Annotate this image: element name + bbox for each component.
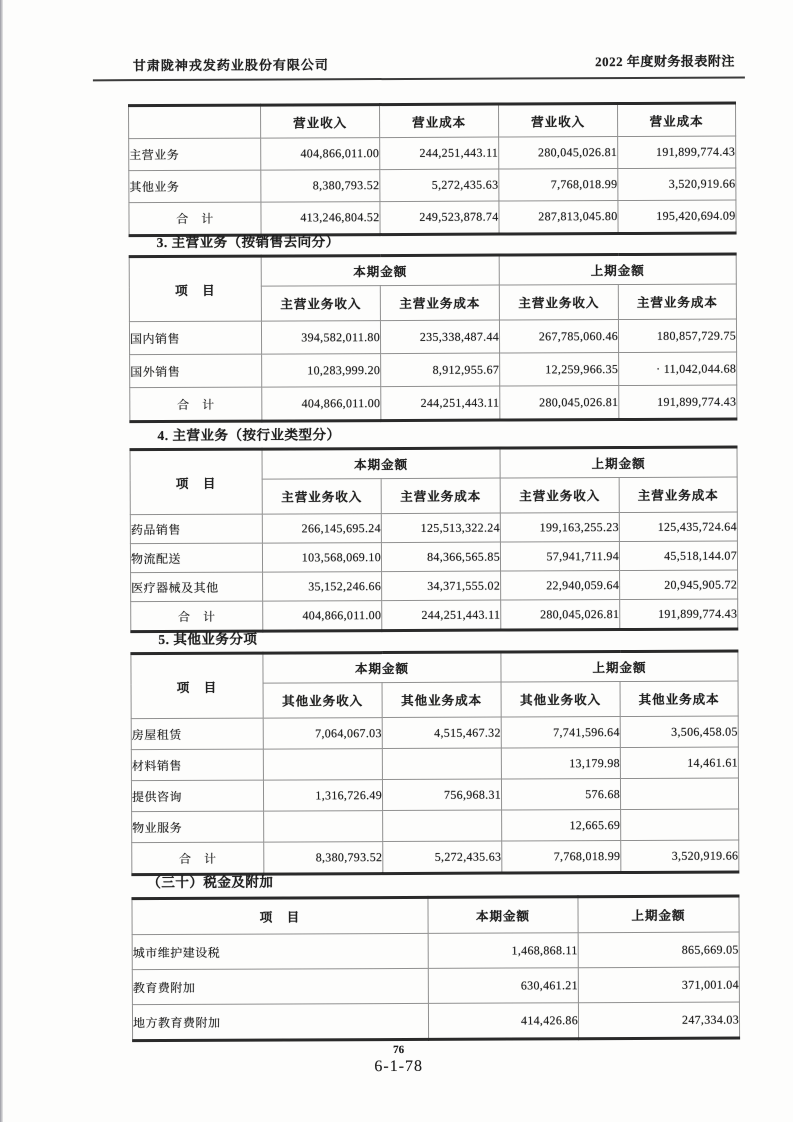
cell-value: · 11,042,044.68	[619, 352, 737, 386]
cell-value: 199,163,255.23	[500, 513, 619, 543]
cell-value: 5,272,435.63	[380, 169, 499, 202]
cell-value: 20,945,905.72	[620, 570, 738, 600]
column-header: 营业成本	[380, 104, 499, 138]
cell-value: 404,866,011.00	[263, 601, 382, 632]
table-main-by-destination	[129, 253, 738, 424]
cell-value: 22,940,059.64	[501, 571, 620, 601]
cell-value: 371,001.04	[578, 967, 739, 1003]
cell-value: 10,283,999.20	[262, 354, 381, 388]
table-row	[130, 352, 737, 388]
row-label: 地方教育费附加	[132, 1003, 428, 1040]
item-header: 项 目	[130, 449, 262, 515]
cell-value: 191,899,774.43	[620, 599, 738, 630]
table-group-header-row	[131, 651, 738, 684]
cell-value: 404,866,011.00	[261, 138, 380, 171]
table-total-row	[132, 840, 739, 875]
row-label: 合 计	[132, 842, 264, 875]
table-group-header-row	[129, 254, 736, 287]
cell-value: 191,899,774.43	[618, 136, 736, 169]
table-row	[132, 1002, 739, 1041]
column-header: 主营业务收入	[262, 479, 381, 515]
page-number: 76	[393, 1043, 405, 1057]
cell-value: 249,523,878.74	[380, 201, 499, 235]
column-header: 营业收入	[261, 105, 380, 139]
column-header: 其他业务收入	[263, 683, 382, 719]
row-label: 教育费附加	[132, 968, 428, 1004]
table-group-header-row	[130, 447, 737, 480]
column-header: 主营业务成本	[381, 478, 500, 514]
row-label: 国外销售	[130, 354, 262, 388]
row-label: 城市维护建设税	[132, 933, 428, 969]
cell-value: 180,857,729.75	[618, 319, 736, 353]
cell-value: 266,145,695.24	[262, 514, 381, 544]
cell-value: 3,520,919.66	[618, 168, 736, 201]
cell-value: 267,785,060.46	[499, 320, 618, 354]
column-header: 主营业务收入	[500, 478, 619, 514]
cell-value: 404,866,011.00	[262, 387, 381, 422]
column-header: 上期金额	[578, 896, 739, 933]
column-header: 其他业务成本	[620, 681, 738, 717]
cell-value: 13,179.98	[501, 748, 620, 780]
table-row	[129, 136, 736, 171]
column-header: 其他业务收入	[501, 682, 620, 718]
table-row	[131, 570, 738, 602]
cell-value: 84,366,565.85	[381, 542, 500, 572]
column-header: 营业成本	[618, 103, 736, 137]
cell-value: 413,246,804.52	[261, 202, 380, 236]
row-label: 医疗器械及其他	[131, 572, 263, 602]
cell-value: 191,899,774.43	[619, 385, 737, 420]
table-row	[131, 747, 738, 781]
corner-cell	[129, 105, 261, 139]
row-label: 合 计	[129, 202, 261, 236]
column-header: 其他业务成本	[382, 682, 501, 718]
table-revenue-cost	[128, 102, 737, 238]
cell-value: 280,045,026.81	[501, 600, 620, 631]
cell-value: 287,813,045.80	[499, 201, 618, 235]
cell-value: 865,669.05	[578, 932, 739, 968]
cell-value: 7,768,018.99	[499, 169, 618, 202]
column-header: 营业收入	[499, 104, 618, 138]
cell-value: 1,316,726.49	[263, 780, 382, 812]
cell-value: 57,941,711.94	[500, 542, 619, 572]
cell-value: 4,515,467.32	[382, 717, 501, 749]
table-header-row	[132, 896, 739, 935]
item-header: 项 目	[129, 256, 261, 322]
table-main-by-industry	[130, 446, 739, 634]
table-taxes-surcharges	[131, 895, 740, 1043]
cell-value: 125,435,724.64	[619, 512, 737, 542]
cell-value: 244,251,443.11	[382, 600, 501, 631]
column-header: 主营业务成本	[619, 477, 737, 513]
table-row	[131, 716, 738, 750]
row-label: 材料销售	[131, 749, 263, 781]
row-label: 物流配送	[130, 543, 262, 573]
cell-value: 7,741,596.64	[501, 717, 620, 749]
cell-value	[383, 810, 502, 842]
row-label: 药品销售	[130, 514, 262, 544]
table-row	[132, 932, 739, 970]
cell-value: 394,582,011.80	[261, 321, 380, 355]
cell-value: 7,064,067.03	[263, 718, 382, 750]
cell-value: 280,045,026.81	[500, 386, 619, 421]
group-header-current: 本期金额	[263, 652, 501, 683]
group-header-prior: 上期金额	[500, 447, 737, 478]
cell-value	[264, 811, 383, 843]
cell-value: 12,259,966.35	[500, 353, 619, 387]
group-header-current: 本期金额	[262, 448, 500, 479]
header-rule	[93, 76, 745, 81]
cell-value: 103,568,069.10	[262, 543, 381, 573]
cell-value: 3,520,919.66	[621, 840, 739, 873]
row-label: 其他业务	[129, 170, 261, 203]
column-header: 主营业务成本	[380, 285, 499, 321]
cell-value	[620, 778, 738, 810]
table-header-row	[129, 103, 736, 139]
table-other-business	[130, 650, 739, 877]
cell-value: 1,468,868.11	[428, 933, 578, 969]
cell-value: 8,912,955.67	[381, 353, 500, 387]
cell-value: 35,152,246.66	[263, 572, 382, 602]
document-code: 6-1-78	[374, 1057, 424, 1076]
column-header: 主营业务收入	[261, 286, 380, 322]
cell-value: 45,518,144.07	[619, 541, 737, 571]
section-heading-3: 3. 主营业务（按销售去向分）	[156, 234, 340, 251]
cell-value: 5,272,435.63	[383, 841, 502, 874]
cell-value: 576.68	[501, 779, 620, 811]
group-header-current: 本期金额	[261, 255, 499, 286]
group-header-prior: 上期金额	[499, 254, 736, 285]
cell-value: 3,506,458.05	[620, 716, 738, 748]
company-name: 甘肃陇神戎发药业股份有限公司	[132, 57, 329, 74]
section-heading-4: 4. 主营业务（按行业类型分）	[157, 427, 341, 444]
cell-value: 34,371,555.02	[382, 571, 501, 601]
cell-value	[263, 749, 382, 781]
cell-value: 8,380,793.52	[261, 170, 380, 203]
cell-value: 756,968.31	[382, 779, 501, 811]
row-label: 提供咨询	[131, 780, 263, 812]
table-row	[129, 168, 736, 203]
table-row	[130, 541, 737, 573]
item-header: 项 目	[131, 653, 263, 719]
table-row	[129, 319, 736, 355]
cell-value: 414,426.86	[428, 1003, 578, 1040]
row-label: 国内销售	[129, 321, 261, 355]
table-row	[131, 778, 738, 812]
column-header: 主营业务成本	[618, 284, 736, 320]
cell-value: 630,461.21	[428, 968, 578, 1004]
cell-value: 7,768,018.99	[502, 841, 621, 874]
table-total-row	[131, 599, 738, 632]
table-row	[132, 967, 739, 1005]
cell-value: 14,461.61	[620, 747, 738, 779]
cell-value: 247,334.03	[578, 1002, 739, 1039]
cell-value	[382, 748, 501, 780]
column-header: 主营业务收入	[499, 285, 618, 321]
table-total-row	[130, 385, 737, 422]
section-heading-5: 5. 其他业务分项	[158, 631, 258, 648]
cell-value: 280,045,026.81	[499, 137, 618, 170]
cell-value: 125,513,322.24	[381, 513, 500, 543]
group-header-prior: 上期金额	[501, 651, 738, 682]
row-label: 物业服务	[132, 811, 264, 843]
cell-value: 244,251,443.11	[381, 386, 500, 421]
cell-value: 195,420,694.09	[618, 200, 736, 234]
row-label: 合 计	[131, 601, 263, 632]
cell-value: 12,665.69	[502, 810, 621, 842]
cell-value	[621, 809, 739, 841]
row-label: 合 计	[130, 387, 262, 422]
row-label: 房屋租赁	[131, 718, 263, 750]
row-label: 主营业务	[129, 138, 261, 171]
cell-value: 235,338,487.44	[380, 320, 499, 354]
column-header: 项 目	[132, 897, 428, 934]
cell-value: 244,251,443.11	[380, 137, 499, 170]
column-header: 本期金额	[428, 897, 578, 934]
section-heading-taxes: （三十）税金及附加	[147, 874, 274, 891]
report-title: 2022 年度财务报表附注	[595, 53, 735, 70]
cell-value: 8,380,793.52	[264, 842, 383, 875]
table-row	[132, 809, 739, 843]
table-row	[130, 512, 737, 544]
